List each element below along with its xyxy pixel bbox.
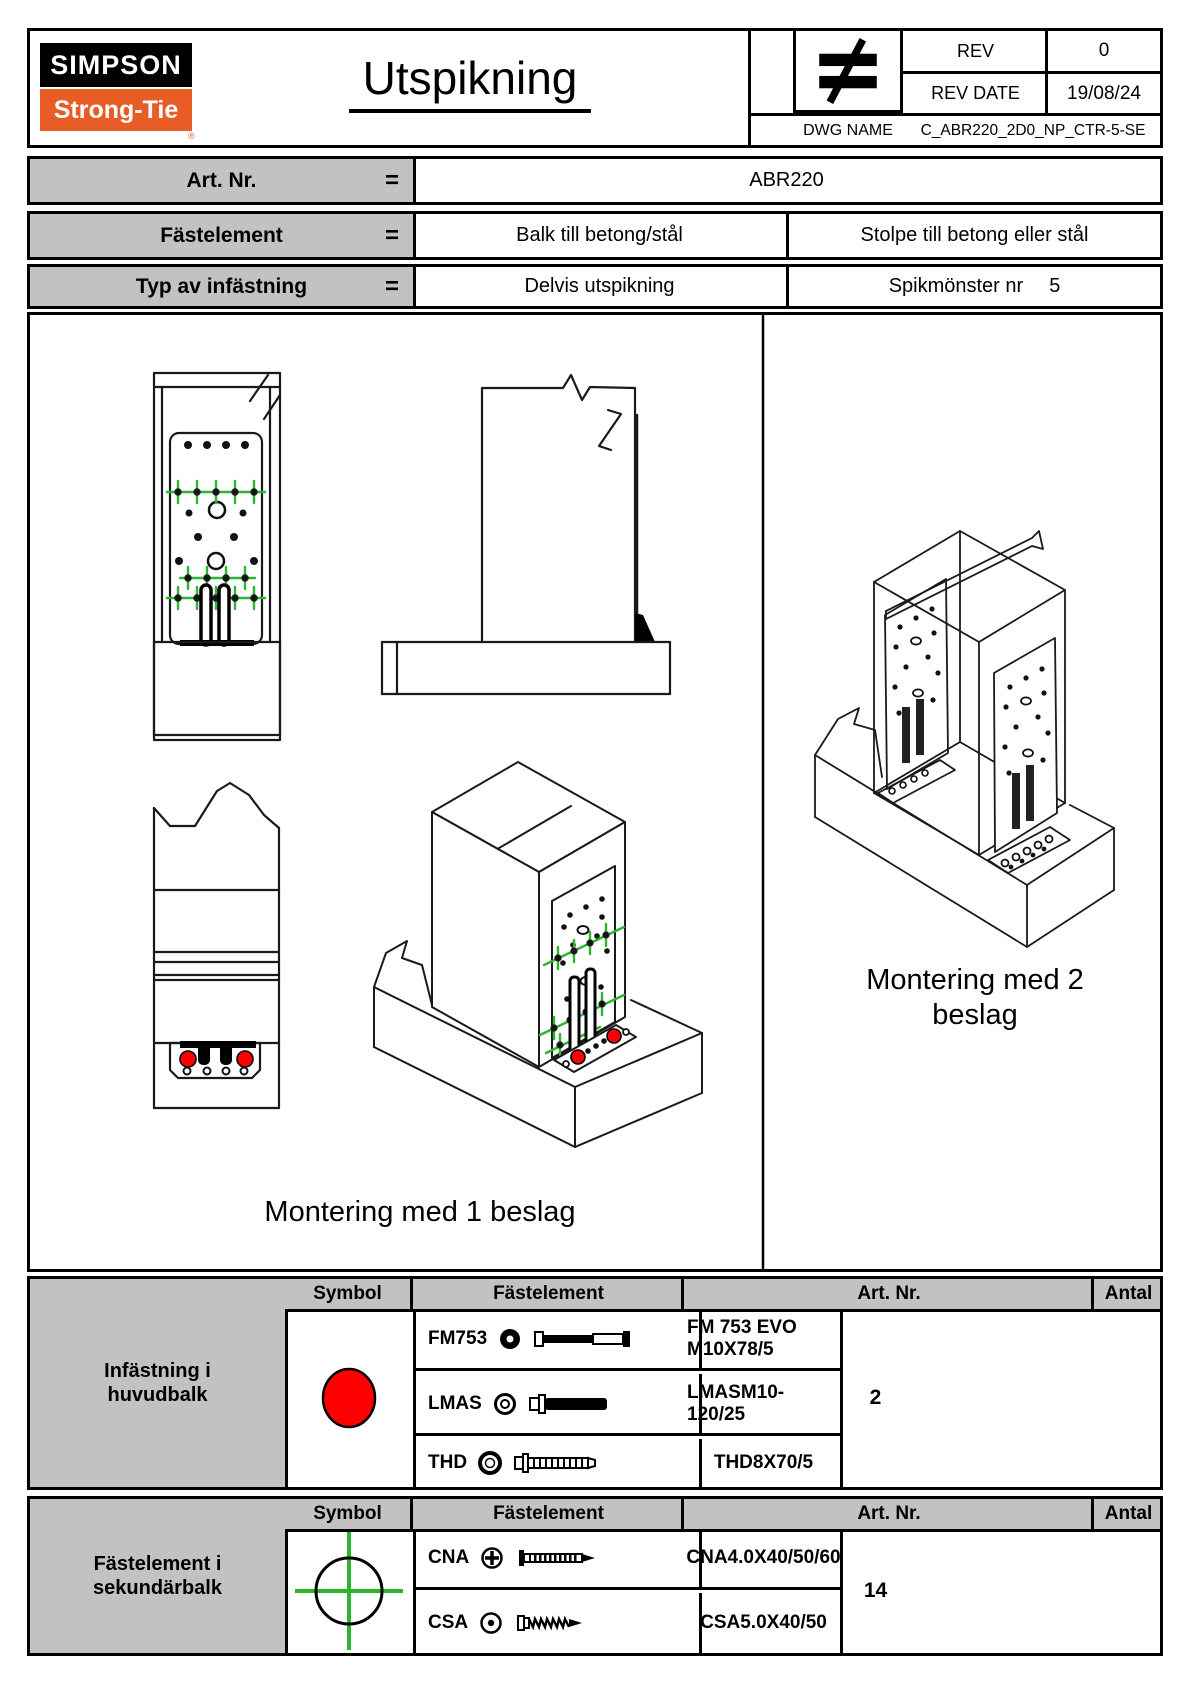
rev-label-cell: REV bbox=[956, 40, 994, 61]
technical-drawing bbox=[30, 315, 1160, 1269]
table2-symbol-cell bbox=[285, 1529, 416, 1653]
fastener-value-2-cell: Stolpe till betong eller stål bbox=[860, 224, 1089, 246]
header-band bbox=[27, 28, 1163, 148]
mount2-label: Montering med 2 beslag bbox=[866, 964, 1084, 1031]
table1-qty-cell: 2 bbox=[840, 1309, 908, 1487]
anchor-marker-red bbox=[607, 1029, 621, 1043]
logo-text-2: Strong-Tie bbox=[53, 95, 179, 124]
side-view bbox=[382, 375, 670, 694]
anchor-marker-red bbox=[237, 1051, 253, 1067]
fastener-value-1-cell: Balk till betong/stål bbox=[413, 214, 789, 257]
revdate-value-cell: 19/08/24 bbox=[1067, 82, 1141, 104]
anchor-marker-red bbox=[571, 1050, 585, 1064]
mount1-label: Montering med 1 beslag bbox=[264, 1196, 576, 1228]
page-title: Utspikning bbox=[285, 51, 655, 113]
art-nr-cell: CSA5.0X40/50 bbox=[700, 1612, 827, 1633]
fastener-label-cell: Fästelement = bbox=[30, 214, 416, 257]
fastener-cell bbox=[416, 1439, 702, 1487]
table-row bbox=[416, 1309, 840, 1371]
fastener-cell bbox=[416, 1374, 702, 1433]
logo-text-1: SIMPSON bbox=[50, 49, 182, 80]
strongtie-logo bbox=[40, 89, 192, 131]
anchor-nail-side-icon bbox=[515, 1542, 623, 1574]
table-row bbox=[416, 1439, 840, 1487]
col-fastener: Fästelement bbox=[416, 1499, 684, 1529]
frame-anchor-side-icon bbox=[533, 1323, 641, 1355]
art-nr-cell: FM 753 EVO M10X78/5 bbox=[687, 1316, 797, 1360]
main-beam-fastener-table bbox=[27, 1276, 1163, 1490]
dot-head-end-view-icon bbox=[477, 1607, 505, 1639]
table2-qty-cell: 14 bbox=[840, 1529, 908, 1653]
bottom-view bbox=[154, 783, 279, 1108]
anchor-rod bbox=[219, 585, 229, 645]
header-divider bbox=[748, 31, 751, 145]
revdate-label-cell: REV DATE bbox=[931, 83, 1020, 103]
table-row bbox=[416, 1593, 840, 1653]
thick-ring-end-view-icon bbox=[476, 1447, 504, 1479]
spikmonster-label: Spikmönster nr bbox=[888, 275, 1024, 297]
art-nr-label-cell: Art. Nr. = bbox=[30, 159, 416, 202]
rev-col-divider bbox=[1045, 31, 1048, 113]
sleeve-anchor-side-icon bbox=[528, 1388, 636, 1420]
col-symbol: Symbol bbox=[285, 1279, 413, 1309]
fastener-code: THD bbox=[428, 1452, 468, 1473]
concrete-screw-side-icon bbox=[513, 1447, 621, 1479]
info-row-fastener bbox=[27, 211, 1163, 260]
secondary-beam-fastener-table bbox=[27, 1496, 1163, 1656]
col-fastener: Fästelement bbox=[416, 1279, 684, 1309]
info-row-art bbox=[27, 156, 1163, 205]
drawing-area bbox=[27, 312, 1163, 1272]
col-art: Art. Nr. bbox=[687, 1499, 1094, 1529]
spikmonster-number: 5 bbox=[1049, 275, 1061, 297]
fastener-code: FM753 bbox=[428, 1327, 488, 1349]
red-circle-icon bbox=[314, 1363, 384, 1433]
anchor-marker-red bbox=[180, 1051, 196, 1067]
fastener-cell bbox=[416, 1309, 702, 1368]
type-label-cell: Typ av infästning = bbox=[30, 267, 416, 306]
iso-view-2-brackets bbox=[815, 531, 1114, 947]
not-equal-icon bbox=[811, 37, 885, 105]
simpson-logo bbox=[40, 43, 192, 87]
bolt-end-view-icon bbox=[496, 1323, 524, 1355]
dwg-value-cell: C_ABR220_2D0_NP_CTR-5-SE bbox=[920, 121, 1146, 139]
rev-value-cell: 0 bbox=[1098, 40, 1110, 61]
type-value-2-cell bbox=[789, 267, 1160, 306]
table2-header-row bbox=[285, 1499, 1160, 1532]
equals-sign: = bbox=[384, 272, 399, 300]
table-row bbox=[416, 1374, 840, 1436]
table1-header-row bbox=[285, 1279, 1160, 1312]
col-symbol: Symbol bbox=[285, 1499, 413, 1529]
fastener-cell bbox=[416, 1593, 702, 1653]
art-nr-value-cell: ABR220 bbox=[749, 169, 824, 191]
equals-sign: = bbox=[384, 166, 399, 194]
iso-view-1-bracket bbox=[374, 762, 702, 1147]
cross-head-end-view-icon bbox=[478, 1542, 506, 1574]
front-view bbox=[154, 373, 280, 740]
table1-row-label: Infästning i huvudbalk bbox=[30, 1279, 288, 1487]
art-nr-cell: LMASM10-120/25 bbox=[687, 1381, 785, 1425]
table2-row-label: Fästelement i sekundärbalk bbox=[30, 1499, 288, 1653]
info-row-type bbox=[27, 264, 1163, 309]
art-nr-cell: THD8X70/5 bbox=[713, 1452, 814, 1473]
ring-end-view-icon bbox=[491, 1388, 519, 1420]
col-qty: Antal bbox=[1104, 1283, 1153, 1304]
art-nr-cell: CNA4.0X40/50/60 bbox=[686, 1547, 841, 1568]
anchor-screw-side-icon bbox=[514, 1607, 622, 1639]
col-art: Art. Nr. bbox=[687, 1279, 1094, 1309]
table1-symbol-cell bbox=[285, 1309, 416, 1487]
fastener-code: CSA bbox=[428, 1612, 469, 1633]
green-crosshair-icon bbox=[287, 1530, 411, 1652]
col-qty: Antal bbox=[1104, 1503, 1153, 1524]
fastener-cell bbox=[416, 1529, 702, 1587]
fastener-code: CNA bbox=[428, 1547, 470, 1568]
table-row bbox=[416, 1529, 840, 1590]
type-value-1-cell: Delvis utspikning bbox=[413, 267, 789, 306]
fastener-code: LMAS bbox=[428, 1392, 482, 1414]
anchor-rod bbox=[201, 585, 211, 645]
equals-sign: = bbox=[384, 221, 399, 249]
registered-mark: ® bbox=[188, 131, 195, 141]
dwg-label-cell: DWG NAME bbox=[803, 121, 893, 139]
nail-markers bbox=[167, 481, 265, 609]
neq-symbol-box bbox=[793, 31, 903, 113]
